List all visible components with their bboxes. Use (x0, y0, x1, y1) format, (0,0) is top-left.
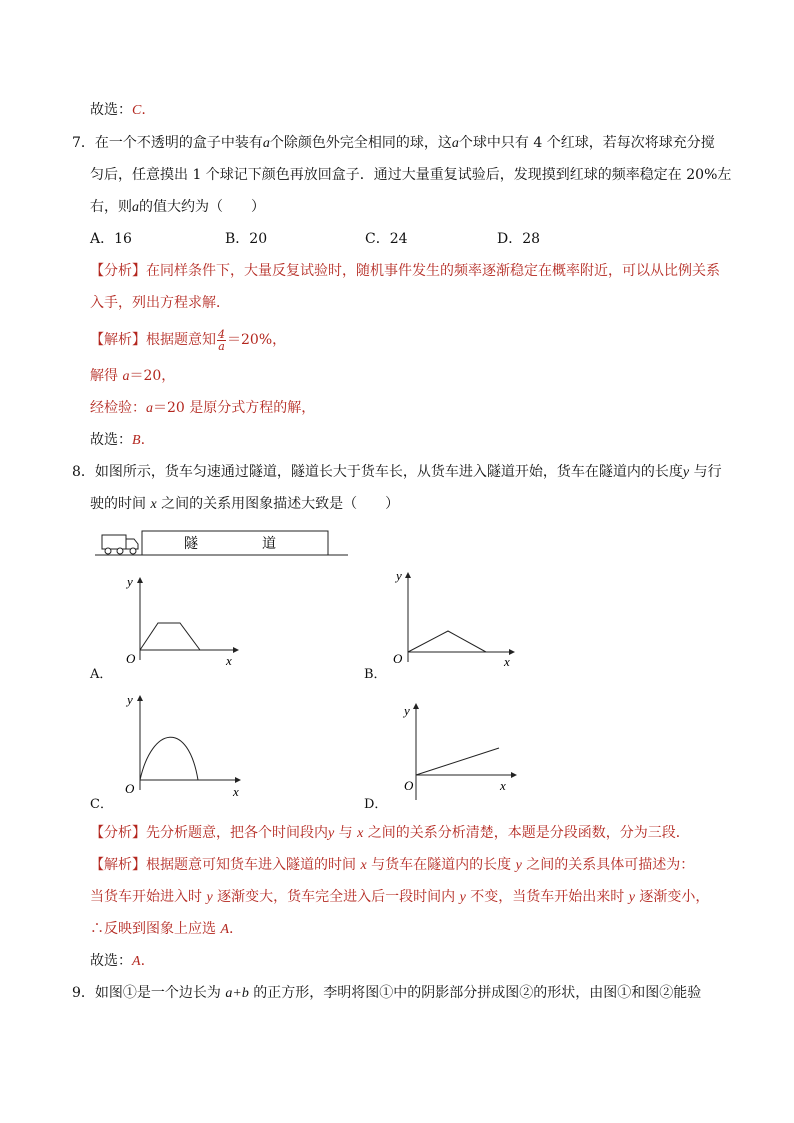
truck-icon (102, 535, 138, 554)
q8-conclusion: ∴反映到图象上应选 A. (90, 921, 234, 937)
q7-analysis-1: 【分析】在同样条件下，大量反复试验时，随机事件发生的频率逐渐稳定在概率附近，可以从比例关系 (90, 263, 720, 279)
q7-option-a: A．16 (90, 231, 132, 247)
q8-description: 当货车开始进入时 y 逐渐变大，货车完全进入后一段时间内 y 不变，当货车开始出来时 y 逐渐变小， (90, 889, 710, 905)
graph-a-y: y (127, 574, 133, 589)
q7-line-3: 右，则a的值大约为（ ） (90, 199, 265, 215)
q7-option-c: C．24 (365, 231, 408, 247)
q7-line-2: 匀后，任意摸出 1 个球记下颜色再放回盒子．通过大量重复试验后，发现摸到红球的频率稳定在 20%左 (90, 167, 732, 183)
q7-analysis-2: 入手，列出方程求解． (90, 295, 230, 311)
q8-line-2: 驶的时间 x 之间的关系用图象描述大致是（ ） (90, 496, 400, 512)
graph-a (118, 572, 268, 667)
q7-fraction: $\frac{4}{a}$ (218, 327, 225, 353)
tunnel-char-1: 隧 (184, 536, 198, 552)
q6-answer: 故选：C. (90, 102, 146, 118)
q8-line-1: 8．如图所示，货车匀速通过隧道，隧道长大于货车长，从货车进入隧道开始，货车在隧道内的长度y 与行 (72, 464, 722, 480)
q8-solution: 【解析】根据题意可知货车进入隧道的时间 x 与货车在隧道内的长度 y 之间的关系具体可描述为： (90, 857, 695, 873)
option-b-label: B． (364, 667, 387, 682)
graph-b-x: x (504, 654, 510, 667)
q7-answer: 故选：B. (90, 432, 146, 448)
graph-d-o: O (404, 778, 414, 793)
graph-c-x: x (233, 784, 239, 799)
graph-b (386, 567, 536, 667)
q7-step-1: 解得 a＝20， (90, 368, 176, 384)
q7-step-2: 经检验：a＝20 是原分式方程的解， (90, 400, 316, 416)
q7-option-b: B．20 (225, 231, 268, 247)
graph-c (118, 690, 268, 800)
graph-b-o: O (393, 651, 403, 666)
q7-line-1: 7．在一个不透明的盒子中装有a个除颜色外完全相同的球，这a个球中只有 4 个红球，若每次将球充分搅 (72, 135, 715, 151)
q8-analysis: 【分析】先分析题意，把各个时间段内y 与 x 之间的关系分析清楚，本题是分段函数，分为三段． (90, 825, 690, 841)
q7-options (90, 229, 590, 249)
q7-option-d: D．28 (497, 231, 541, 247)
graph-d (394, 700, 544, 800)
tunnel-char-2: 道 (262, 536, 276, 552)
graph-d-x: x (500, 778, 506, 793)
graph-c-y: y (127, 692, 133, 707)
graph-a-o: O (126, 651, 136, 666)
graph-c-o: O (125, 781, 135, 796)
q9-line-1: 9．如图①是一个边长为 a+b 的正方形，李明将图①中的阴影部分拼成图②的形状，由图①和图②能验 (72, 985, 702, 1001)
graph-b-y: y (396, 568, 402, 583)
q8-answer: 故选：A. (90, 953, 146, 969)
option-c-label: C． (90, 797, 113, 812)
option-a-label: A． (90, 667, 113, 682)
option-d-label: D． (364, 797, 388, 812)
graph-a-x: x (226, 653, 232, 667)
tunnel-figure (90, 525, 360, 561)
graph-d-y: y (404, 703, 410, 718)
q7-solution: 【解析】根据题意知 $\frac{4}{a}$ ＝20%， (90, 327, 287, 353)
